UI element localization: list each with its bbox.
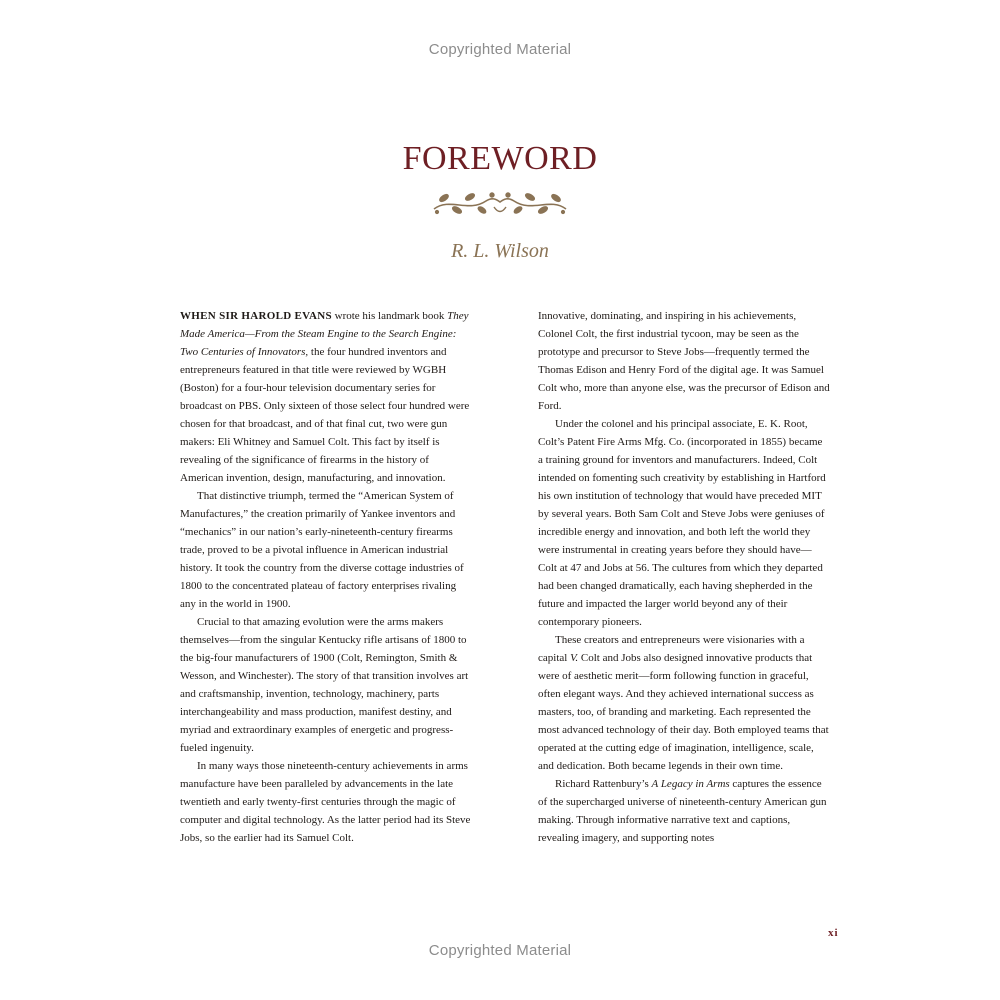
vine-ornament-icon [430,187,570,217]
copyright-watermark-top: Copyrighted Material [428,41,572,58]
paragraph-5: Innovative, dominating, and inspiring in his achievements, Colonel Colt, the first industrial tycoon, may be seen as the prototype and precursor to Steve Jobs—frequently termed the Thomas Edison and Henry Ford of the digital age. It was Samuel Colt who, more than anyone else, was the precursor of Edison and Ford. [538,310,830,412]
book-title: They Made America—From the Steam Engine to the Search Engine: Two Centuries of Innovators, [180,310,469,358]
paragraph-8: Richard Rattenbury’s A Legacy in Arms captures the essence of the supercharged universe of nineteenth-century American gun making. Through informative narrative text and captions, revealing imagery, and supporting notes [538,778,827,844]
left-text-column [180,307,472,847]
paragraph-6: Under the colonel and his principal associate, E. K. Root, Colt’s Patent Fire Arms Mfg. Co. (incorporated in 1855) became a training ground for inventors and manufacturers. Indeed, Colt intended on fomenting such creativity by establishing in Hartford his own institution of technology that would have preceded MIT by several years. Both Sam Colt and Steve Jobs were geniuses of incredible energy and innovation, and both left the world they were instrumental in creating years before they should have—Colt at 47 and Jobs at 56. The cultures from which they departed had been changed dramatically, each having shepherded in the future and impacted the larger world beyond any of their contemporary pioneers. [538,418,826,628]
paragraph-1: WHEN SIR HAROLD EVANS wrote his landmark book They Made America—From the Steam Engine to the Search Engine: Two Centuries of Innovators, the four hundred inventors and entrepreneurs featured in that title were reviewed by WGBH (Boston) for a four-hour television documentary series for broadcast on PBS. Only sixteen of those select four hundred were chosen for that broadcast, and of that final cut, two were gun makers: Eli Whitney and Samuel Colt. This fact by itself is revealing of the significance of firearms in the history of American invention, design, manufacturing, and innovation. [180,310,470,484]
book-title: A Legacy in Arms [651,778,730,790]
lead-in-text: WHEN SIR HAROLD EVANS [180,310,332,322]
author-name: R. L. Wilson [451,240,549,262]
paragraph-4: In many ways those nineteenth-century achievements in arms manufacture have been paralleled by advancements in the late twentieth and early twenty-first centuries through the magic of computer and digital technology. As the latter period had its Steve Jobs, so the earlier had its Samuel Colt. [180,760,471,844]
page-title: FOREWORD [402,140,598,177]
paragraph-7: These creators and entrepreneurs were visionaries with a capital V. Colt and Jobs also designed innovative products that were of aesthetic merit—form following function in graceful, often elegant ways. And they achieved international success as masters, too, of branding and marketing. Each represented the most advanced technology of their day. Both employed teams that operated at the cutting edge of imagination, intelligence, scale, and dedication. Both became legends in their own time. [538,634,829,772]
copyright-watermark-bottom: Copyrighted Material [428,942,572,959]
italic-letter: V. [570,652,579,664]
paragraph-2: That distinctive triumph, termed the “American System of Manufactures,” the creation primarily of Yankee inventors and “mechanics” in our nation’s early-nineteenth-century firearms trade, proved to be a pivotal influence in American industrial history. It took the country from the diverse cottage industries of 1800 to the concentrated plateau of factory enterprises rivaling any in the world in 1900. [180,490,464,610]
page-number: xi [828,927,839,939]
right-text-column [538,307,830,847]
paragraph-3: Crucial to that amazing evolution were the arms makers themselves—from the singular Kentucky rifle artisans of 1800 to the big-four manufacturers of 1900 (Colt, Remington, Smith & Wesson, and Winchester). The story of that transition involves art and craftsmanship, invention, technology, machinery, parts interchangeability and mass production, manifest destiny, and myriad and extraordinary examples of energetic and progress-fueled ingenuity. [180,616,469,754]
